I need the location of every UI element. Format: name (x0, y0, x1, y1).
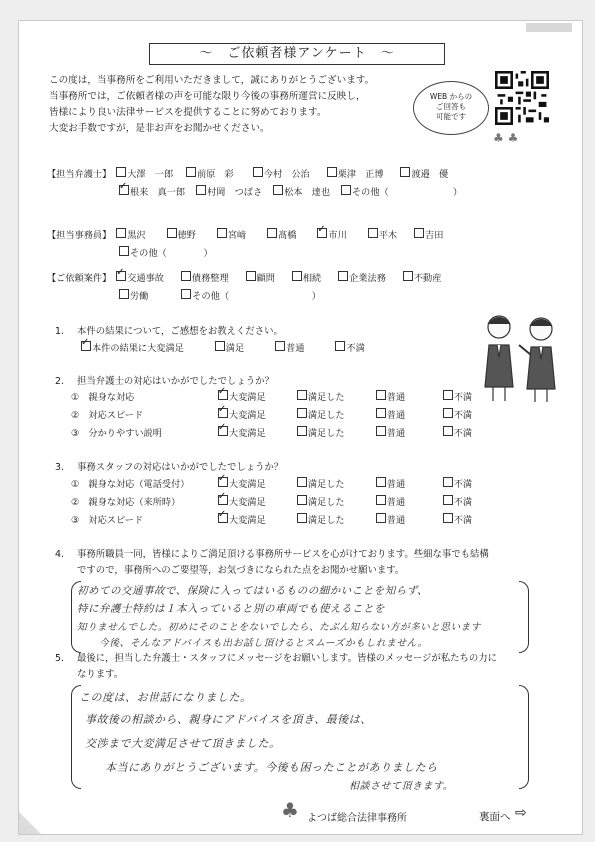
question-5: 5. 最後に，担当した弁護士・スタッフにメッセージをお願いします。皆様のメッセージが私たちの力に なります。 (55, 653, 498, 680)
case-row (47, 270, 441, 284)
staff-option[interactable]: 髙橋 (267, 227, 296, 241)
lawyer-option[interactable]: 根来 真一郎 ✓ (119, 184, 185, 198)
case-label: 【ご依頼案件】 (47, 273, 112, 284)
q5-answer-line[interactable]: 交渉まで大変満足させて頂きました。 (85, 737, 281, 750)
intro-line: 当事務所では，ご依頼者様の声を可能な限り今後の事務所運営に反映し， (49, 91, 366, 102)
web-answer-bubble (413, 81, 489, 135)
q5-answer-line[interactable]: 事故後の相談から、親身にアドバイスを頂き、最後は、 (85, 713, 372, 726)
question-1: 1. 本件の結果について，ご感想をお教えください。 (55, 326, 283, 337)
page-fold-corner (19, 812, 41, 834)
staff-label: 【担当事務員】 (47, 230, 112, 241)
lawyer-option[interactable]: 大澤 一郎 (116, 166, 173, 180)
q2-option[interactable]: 大変満足 ✓ (218, 389, 294, 403)
staff-option[interactable]: 吉田 (414, 227, 443, 241)
q2-option[interactable]: 普通 (376, 407, 440, 421)
case-option[interactable]: 交通事故 ✓ (116, 270, 164, 284)
q3-item: ② 親身な対応（来所時） 大変満足 ✓ 満足した 普通 不満 (71, 494, 472, 508)
q1-option[interactable]: 普通 (275, 340, 304, 354)
lawyer-option[interactable]: 村岡 つばさ (196, 184, 262, 198)
q2-item: ① 親身な対応 大変満足 ✓ 満足した 普通 不満 (71, 389, 472, 403)
q3-option[interactable]: 満足した (297, 494, 373, 508)
q2-option[interactable]: 不満 (443, 407, 472, 421)
staff-option[interactable]: 徳野 (167, 227, 196, 241)
survey-sheet (18, 20, 583, 835)
case-option[interactable]: 労働 (119, 288, 148, 302)
staff-option[interactable]: その他（ ） (119, 245, 213, 259)
q3-option[interactable]: 満足した (297, 476, 373, 490)
question-2: 2. 担当弁護士の対応はいかがでしたでしょうか？ (55, 376, 274, 387)
q2-option[interactable]: 不満 (443, 389, 472, 403)
q3-item: ③ 対応スピード 大変満足 ✓ 満足した 普通 不満 (71, 512, 472, 526)
staff-option[interactable]: 市川 ✓ (317, 227, 346, 241)
q1-option[interactable]: 満足 (215, 340, 244, 354)
lawyer-option[interactable]: 前原 彩 (186, 166, 234, 180)
firm-name: よつば総合法律事務所 (307, 813, 407, 824)
staff-row (47, 227, 443, 241)
q3-option[interactable]: 満足した (297, 512, 373, 526)
staff-illustration-icon (475, 307, 571, 403)
q2-option[interactable]: 満足した (297, 425, 373, 439)
q3-option[interactable]: 普通 (376, 512, 440, 526)
q3-option[interactable]: 不満 (443, 476, 472, 490)
q2-option[interactable]: 満足した (297, 407, 373, 421)
staff-option[interactable]: 平木 (368, 227, 397, 241)
answer-box-right (519, 581, 529, 653)
q3-option[interactable]: 普通 (376, 476, 440, 490)
staff-option[interactable]: 宮﨑 (217, 227, 246, 241)
q2-option[interactable]: 大変満足 ✓ (218, 407, 294, 421)
q3-option[interactable]: 大変満足 ✓ (218, 494, 294, 508)
q5-answer-line[interactable]: この度は、お世話になりました。 (79, 691, 252, 704)
case-option[interactable]: 債務整理 (181, 270, 229, 284)
q2-item: ③ 分かりやすい説明 大変満足 ✓ 満足した 普通 不満 (71, 425, 472, 439)
q2-option[interactable]: 普通 (376, 389, 440, 403)
case-option[interactable]: その他（ ） (181, 288, 321, 302)
q2-option[interactable]: 大変満足 ✓ (218, 425, 294, 439)
q1-options (81, 340, 365, 354)
q1-option[interactable]: 本件の結果に大変満足 ✓ (81, 340, 184, 354)
web-note-line: 可能です (436, 112, 466, 121)
q4-answer-line[interactable]: 初めての交通事故で、保険に入ってはいるものの細かいことを知らず、 (77, 585, 428, 597)
q3-option[interactable]: 不満 (443, 512, 472, 526)
q5-answer-line[interactable]: 本当にありがとうございます。今後も困ったことがありましたら (105, 761, 438, 774)
staff-row (119, 245, 213, 259)
q2-option[interactable]: 普通 (376, 425, 440, 439)
q4-answer-line[interactable]: 今後、そんなアドバイスも出お話し頂けるとスムーズかもしれません。 (99, 638, 428, 649)
q4-answer-line[interactable]: 知りませんでした。初めにそのことをないでしたら、たぶん知らない方が多いと思います (77, 622, 481, 633)
lawyer-row (47, 166, 448, 180)
q4-answer-line[interactable]: 特に弁護士特約は１本入っていると別の車両でも使えることを (77, 603, 385, 615)
case-option[interactable]: 企業法務 (338, 270, 386, 284)
lawyer-option[interactable]: 栗津 正博 (327, 166, 384, 180)
q2-option[interactable]: 満足した (297, 389, 373, 403)
q2-item: ② 対応スピード 大変満足 ✓ 満足した 普通 不満 (71, 407, 472, 421)
q1-option[interactable]: 不満 (335, 340, 364, 354)
question-3: 3. 事務スタッフの対応はいかがでしたでしょうか？ (55, 462, 284, 473)
case-row (119, 288, 321, 302)
lawyer-option[interactable]: 松本 達也 (273, 184, 330, 198)
lawyer-option[interactable]: 渡邉 優 (400, 166, 448, 180)
lawyer-option[interactable]: 今村 公治 (253, 166, 310, 180)
q2-option[interactable]: 不満 (443, 425, 472, 439)
message-box-right (519, 685, 529, 789)
arrow-right-icon[interactable]: ⇨ (515, 805, 527, 821)
intro-line: この度は，当事務所をご利用いただきまして，誠にありがとうございます。 (49, 75, 375, 86)
q5-answer-line[interactable]: 相談させて頂きます。 (349, 781, 454, 792)
page-title: 〜 ご依頼者様アンケート 〜 (149, 43, 445, 65)
intro-line: 大変お手数ですが，是非お声をお聞かせください。 (49, 123, 270, 134)
intro-line: 皆様により良い法律サービスを提供することに努めております。 (49, 107, 327, 118)
q3-option[interactable]: 不満 (443, 494, 472, 508)
lawyer-row (119, 184, 462, 198)
q3-option[interactable]: 大変満足 ✓ (218, 512, 294, 526)
clover-logo-icon: ♣ (281, 798, 299, 822)
q3-option[interactable]: 大変満足 ✓ (218, 476, 294, 490)
q3-item: ① 親身な対応（電話受付） 大変満足 ✓ 満足した 普通 不満 (71, 476, 472, 490)
staff-option[interactable]: 黒沢 (116, 227, 145, 241)
clover-decoration-icon: ♣ ♣ (493, 131, 519, 145)
case-option[interactable]: 相続 (292, 270, 321, 284)
web-note-line: WEB からの (429, 92, 473, 101)
q3-option[interactable]: 普通 (376, 494, 440, 508)
qr-code-icon[interactable] (495, 71, 549, 125)
web-note-line: ご回答も (436, 102, 466, 111)
back-page-label[interactable]: 裏面へ (479, 811, 511, 823)
question-4: 4. 事務所職員一同，皆様によりご満足頂ける事務所サービスを心がけております。些細な事でも結構 ですので，事務所へのご要望等，お気づきになられた点をお聞かせ願います。 (55, 549, 489, 576)
lawyer-option[interactable]: その他（ ） (341, 184, 462, 198)
lawyer-label: 【担当弁護士】 (47, 169, 112, 180)
redacted-stamp (526, 23, 572, 32)
case-option[interactable]: 顧問 (246, 270, 275, 284)
case-option[interactable]: 不動産 (403, 270, 442, 284)
